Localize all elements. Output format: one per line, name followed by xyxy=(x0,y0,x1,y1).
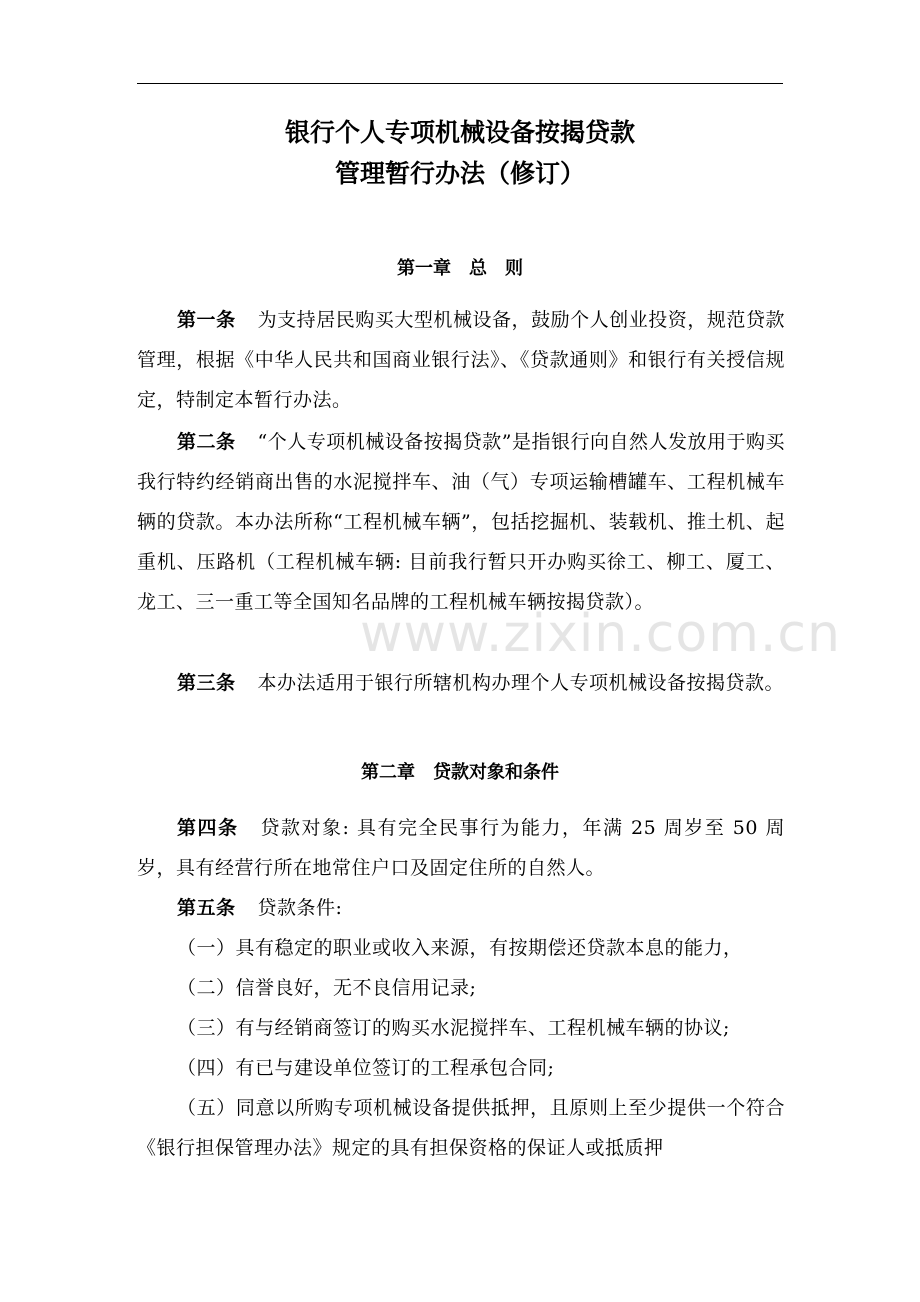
article-text: 为支持居民购买大型机械设备，鼓励个人创业投资，规范贷款管理，根据《中华人民共和国商业银行法》、《贷款通则》和银行有关授信规定，特制定本暂行办法。 xyxy=(137,309,785,411)
condition-item: （三）有与经销商签订的购买水泥搅拌车、工程机械车辆的协议; xyxy=(177,1017,730,1039)
chapter-heading-1: 第一章 总 则 xyxy=(397,258,523,279)
article-label: 第四条 xyxy=(177,817,239,839)
condition-item: （二）信誉良好，无不良信用记录; xyxy=(177,977,477,999)
article-4 xyxy=(137,808,785,888)
condition-item: （四）有已与建设单位签订的工程承包合同; xyxy=(177,1057,555,1079)
article-5 xyxy=(137,888,785,928)
article-text: “个人专项机械设备按揭贷款”是指银行向自然人发放用于购买我行特约经销商出售的水泥搅拌车、油（气）专项运输槽罐车、工程机械车辆的贷款。本办法所称“工程机械车辆”，包括挖掘机、装载机、推土机、起重机、压路机（工程机械车辆: 目前我行暂只开办购买徐工、柳工、厦工、龙工、三一重工等全国知名品牌的工程机械车辆按揭贷款）。 xyxy=(137,431,785,613)
document-title-line1: 银行个人专项机械设备按揭贷款 xyxy=(284,118,635,147)
article-3 xyxy=(137,663,785,703)
article-text: 贷款对象: 具有完全民事行为能力，年满 25 周岁至 50 周岁，具有经营行所在地常住户口及固定住所的自然人。 xyxy=(137,817,785,879)
article-label: 第一条 xyxy=(177,309,236,331)
document-title-line2: 管理暂行办法（修订） xyxy=(334,159,585,188)
condition-item: （五）同意以所购专项机械设备提供抵押，且原则上至少提供一个符合《银行担保管理办法》规定的具有担保资格的保证人或抵质押 xyxy=(137,1097,785,1159)
condition-item: （一）具有稳定的职业或收入来源，有按期偿还贷款本息的能力， xyxy=(177,937,743,959)
article-label: 第二条 xyxy=(177,431,236,453)
article-label: 第三条 xyxy=(177,672,236,694)
article-2 xyxy=(137,422,785,622)
chapter-heading-2: 第二章 贷款对象和条件 xyxy=(361,762,559,783)
article-label: 第五条 xyxy=(177,897,236,919)
article-1 xyxy=(137,300,785,420)
article-text: 本办法适用于银行所辖机构办理个人专项机械设备按揭贷款。 xyxy=(257,672,785,694)
article-text: 贷款条件: xyxy=(257,897,343,919)
watermark: www.zixin.com.cn xyxy=(360,604,841,664)
header-rule xyxy=(137,83,783,84)
